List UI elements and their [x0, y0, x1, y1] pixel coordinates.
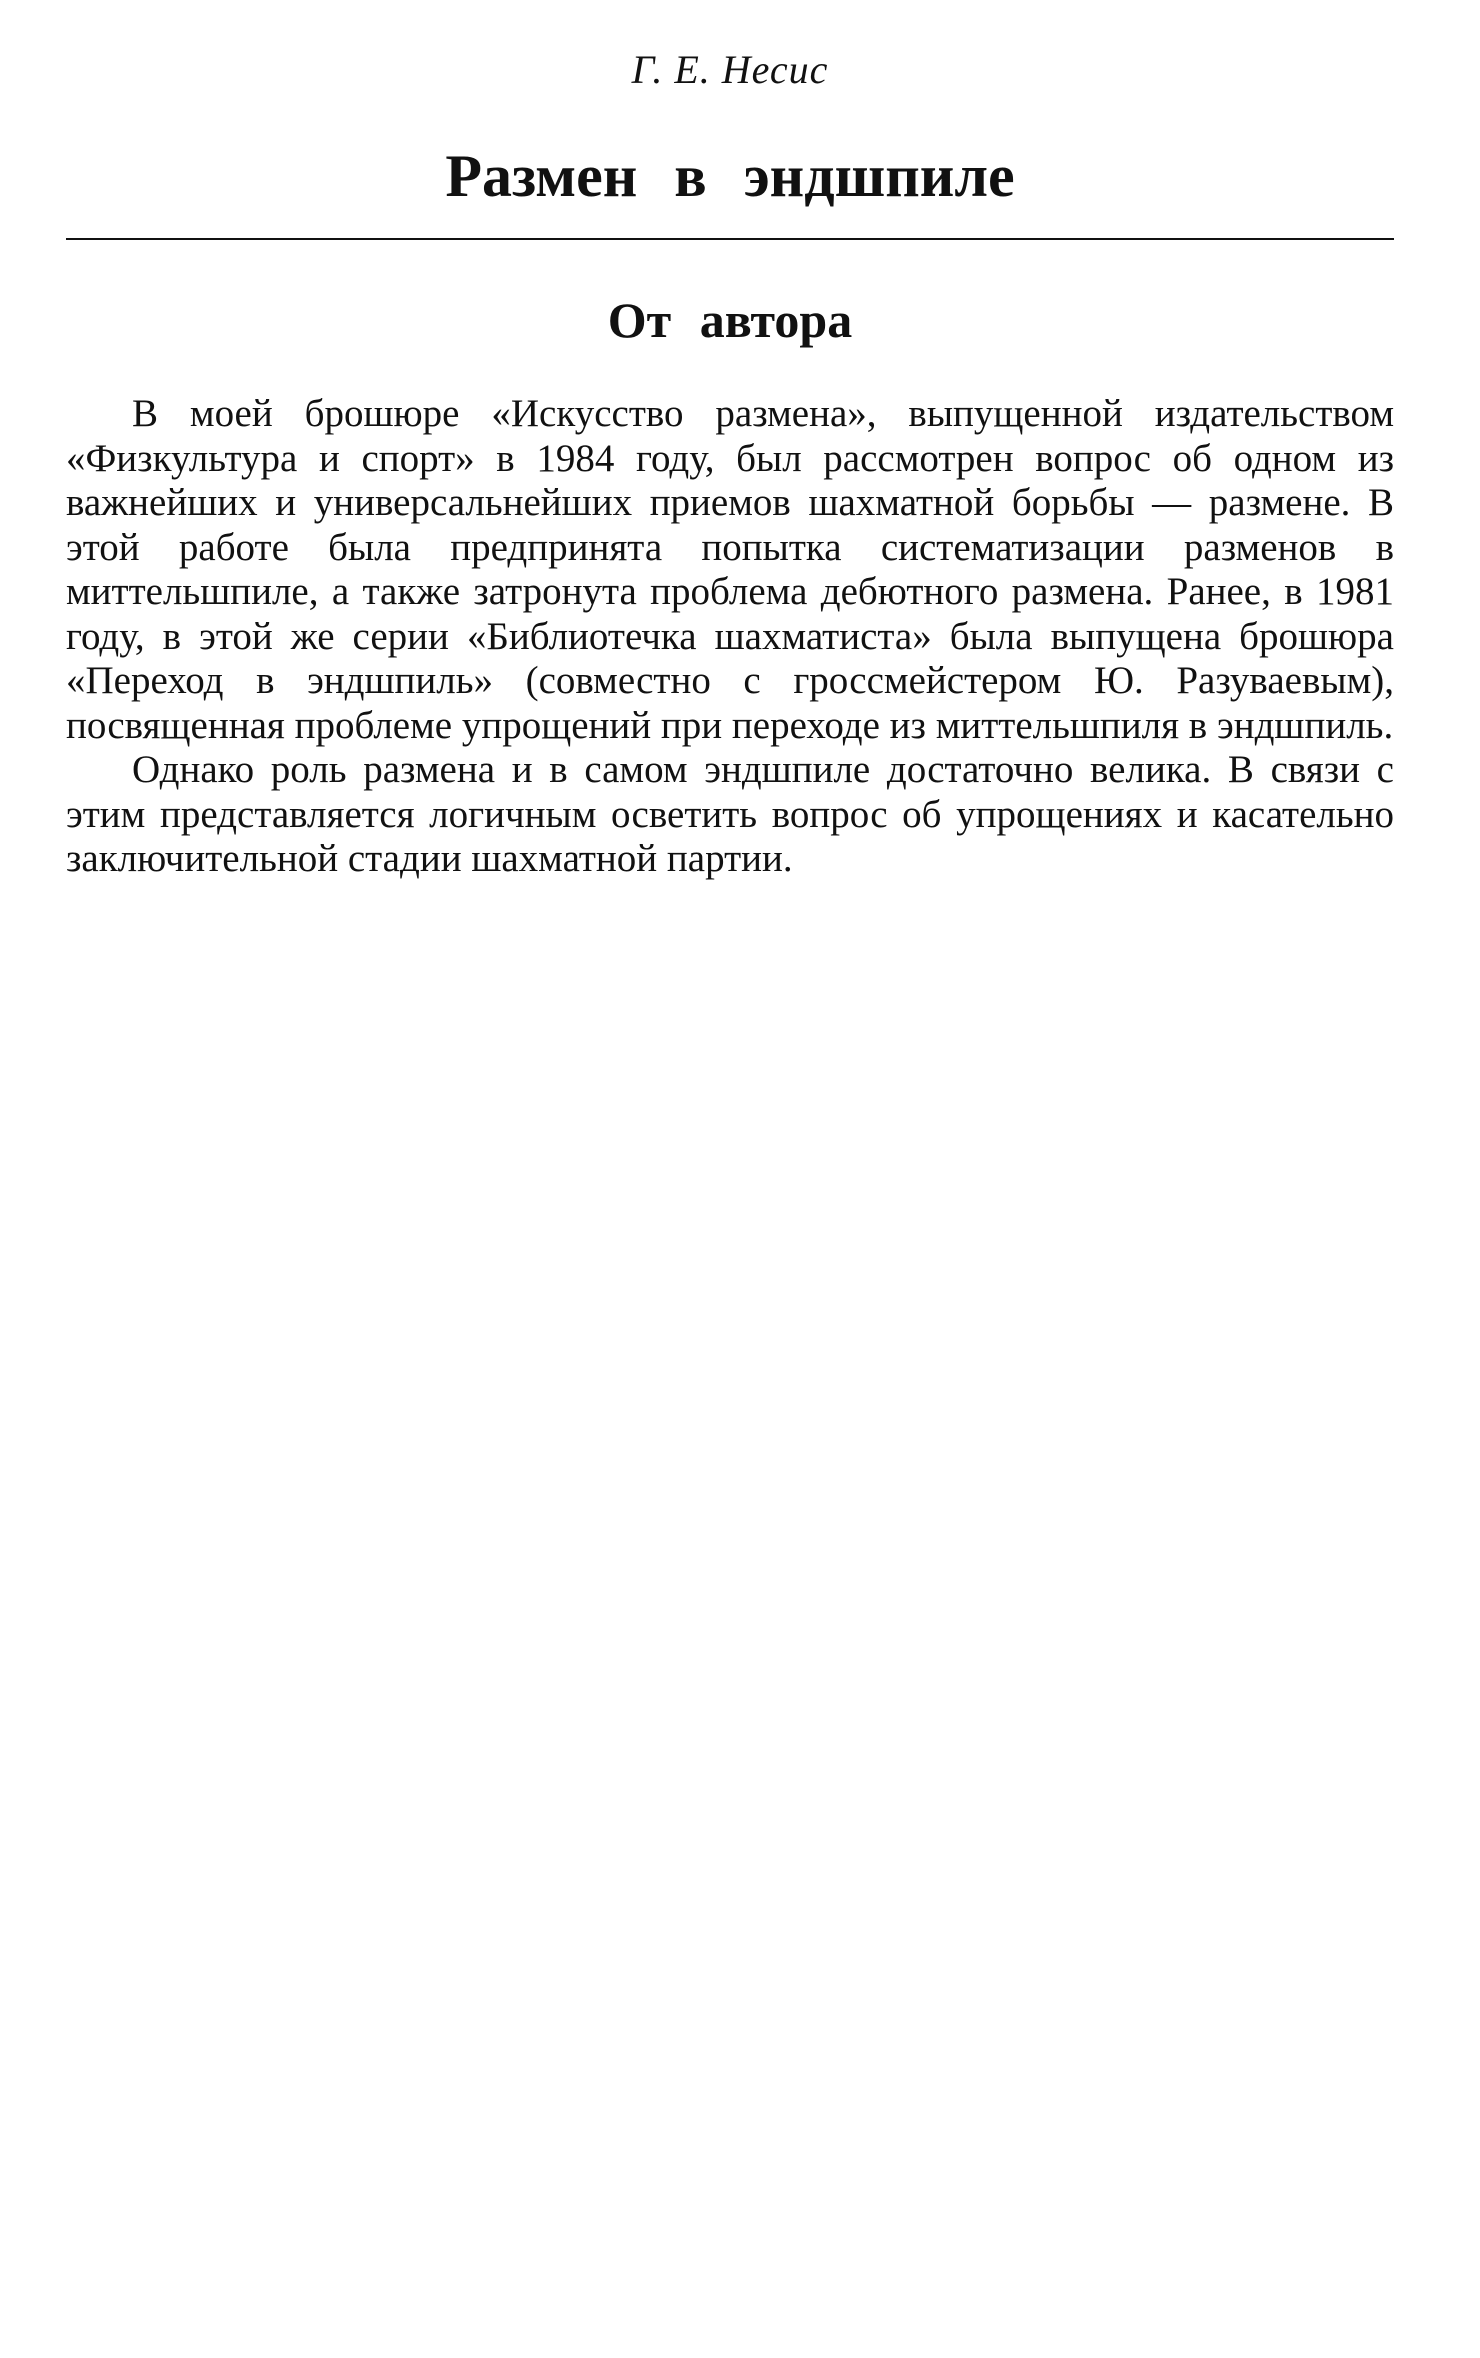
book-title: Размен в эндшпиле — [445, 143, 1015, 209]
section-title: От автора — [607, 292, 853, 348]
author-name: Г. Е. Несис — [631, 47, 829, 92]
paragraph-1: В моей брошюре «Искусство размена», выпущенной издательством «Физкультура и спорт» в 1984 году, был рассмотрен вопрос об одном из важнейших и универсальнейших приемов шахматной борьбы — размене. В этой работе была предпринята попытка систематизации разменов в миттельшпиле, а также затронута проблема дебютного размена. Ранее, в 1981 году, в этой же серии «Библиотечка шахматиста» была выпущена брошюра «Переход в эндшпиль» (совместно с гроссмейстером Ю. Разуваевым), посвященная проблеме упрощений при переходе из миттельшпиля в эндшпиль. — [66, 392, 1394, 747]
paragraph-2: Однако роль размена и в самом эндшпиле достаточно велика. В связи с этим представляется логичным осветить вопрос об упрощениях и касательно заключительной стадии шахматной партии. — [66, 748, 1394, 880]
title-divider — [66, 238, 1394, 240]
body-text — [66, 392, 1394, 882]
